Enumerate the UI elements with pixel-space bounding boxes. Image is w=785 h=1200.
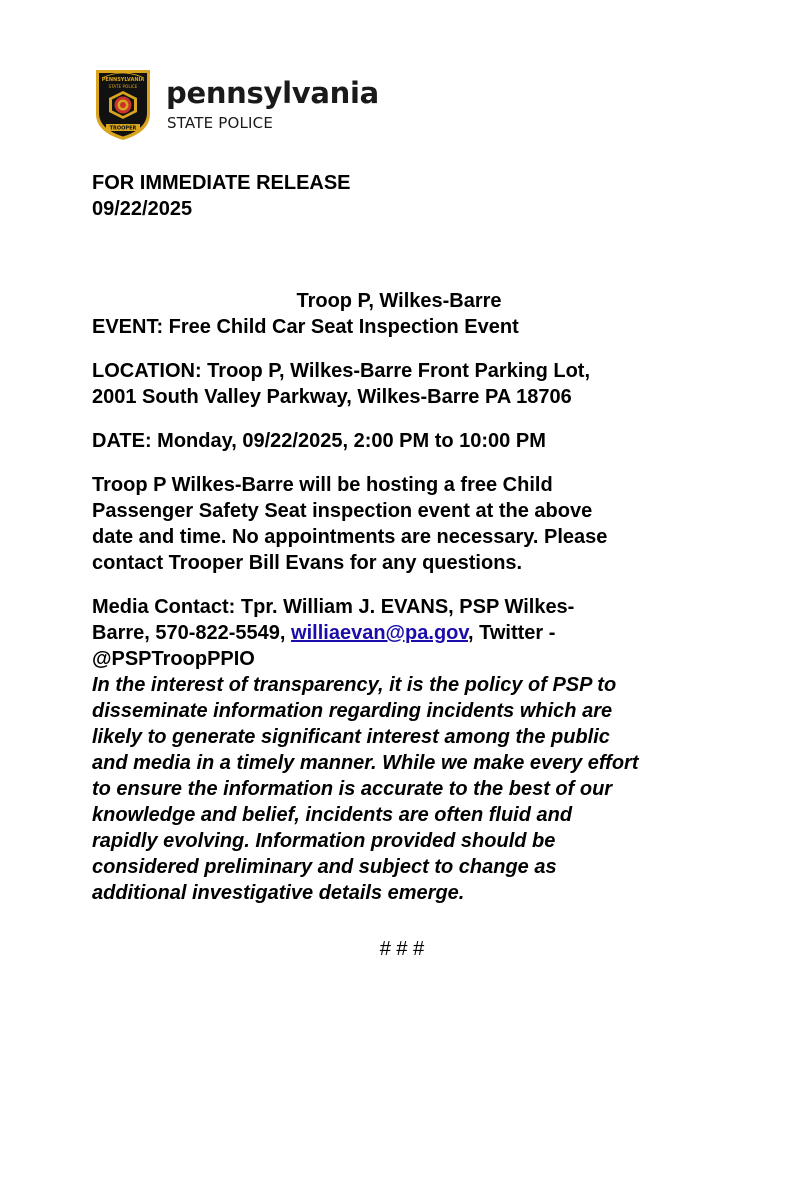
release-label: FOR IMMEDIATE RELEASE	[92, 172, 351, 194]
event-title: EVENT: Free Child Car Seat Inspection Event	[92, 316, 519, 338]
location-block	[92, 358, 712, 410]
release-date: 09/22/2025	[92, 198, 193, 220]
media-contact-suffix: , Twitter -	[468, 622, 556, 644]
location-line-2: 2001 South Valley Parkway, Wilkes-Barre PA 18706	[92, 386, 572, 408]
disclaimer-line: disseminate information regarding incidents which are	[92, 700, 613, 722]
psp-logo	[92, 64, 382, 144]
troop-heading: Troop P, Wilkes-Barre	[296, 290, 502, 312]
brand-subtitle: STATE POLICE	[167, 114, 274, 132]
transparency-disclaimer	[92, 672, 712, 906]
disclaimer-line: rapidly evolving. Information provided should be	[92, 830, 556, 852]
description-line-4: contact Trooper Bill Evans for any questions.	[92, 552, 523, 574]
disclaimer-line: considered preliminary and subject to change as	[92, 856, 557, 878]
description-line-1: Troop P Wilkes-Barre will be hosting a free Child	[92, 474, 553, 496]
disclaimer-line: to ensure the information is accurate to the best of our	[92, 778, 613, 800]
media-contact-line-2	[92, 620, 712, 646]
event-description	[92, 472, 712, 576]
press-release-body	[92, 170, 712, 962]
description-line-3: date and time. No appointments are necessary. Please	[92, 526, 608, 548]
media-contact-line-1: Media Contact: Tpr. William J. EVANS, PSP Wilkes-	[92, 596, 575, 618]
disclaimer-line: additional investigative details emerge.	[92, 882, 465, 904]
badge-top-text: PENNSYLVANIA	[101, 77, 145, 83]
location-line-1: LOCATION: Troop P, Wilkes-Barre Front Parking Lot,	[92, 360, 591, 382]
media-contact	[92, 594, 712, 672]
disclaimer-line: and media in a timely manner. While we make every effort	[92, 752, 639, 774]
date-line: DATE: Monday, 09/22/2025, 2:00 PM to 10:00 PM	[92, 430, 546, 452]
disclaimer-line: In the interest of transparency, it is the policy of PSP to	[92, 674, 617, 696]
badge-mid-text: STATE POLICE	[108, 84, 138, 89]
disclaimer-line: likely to generate significant interest among the public	[92, 726, 610, 748]
end-mark: # # #	[379, 938, 425, 960]
disclaimer-line: knowledge and belief, incidents are often fluid and	[92, 804, 573, 826]
twitter-handle: @PSPTroopPPIO	[92, 648, 255, 670]
psp-badge-icon	[92, 64, 154, 142]
media-contact-prefix: Barre, 570-822-5549,	[92, 622, 292, 644]
description-line-2: Passenger Safety Seat inspection event at the above	[92, 500, 593, 522]
badge-bottom-text: TROOPER	[109, 125, 137, 132]
brand-name: pennsylvania	[166, 76, 379, 110]
contact-email-link[interactable]: williaevan@pa.gov	[291, 622, 469, 644]
